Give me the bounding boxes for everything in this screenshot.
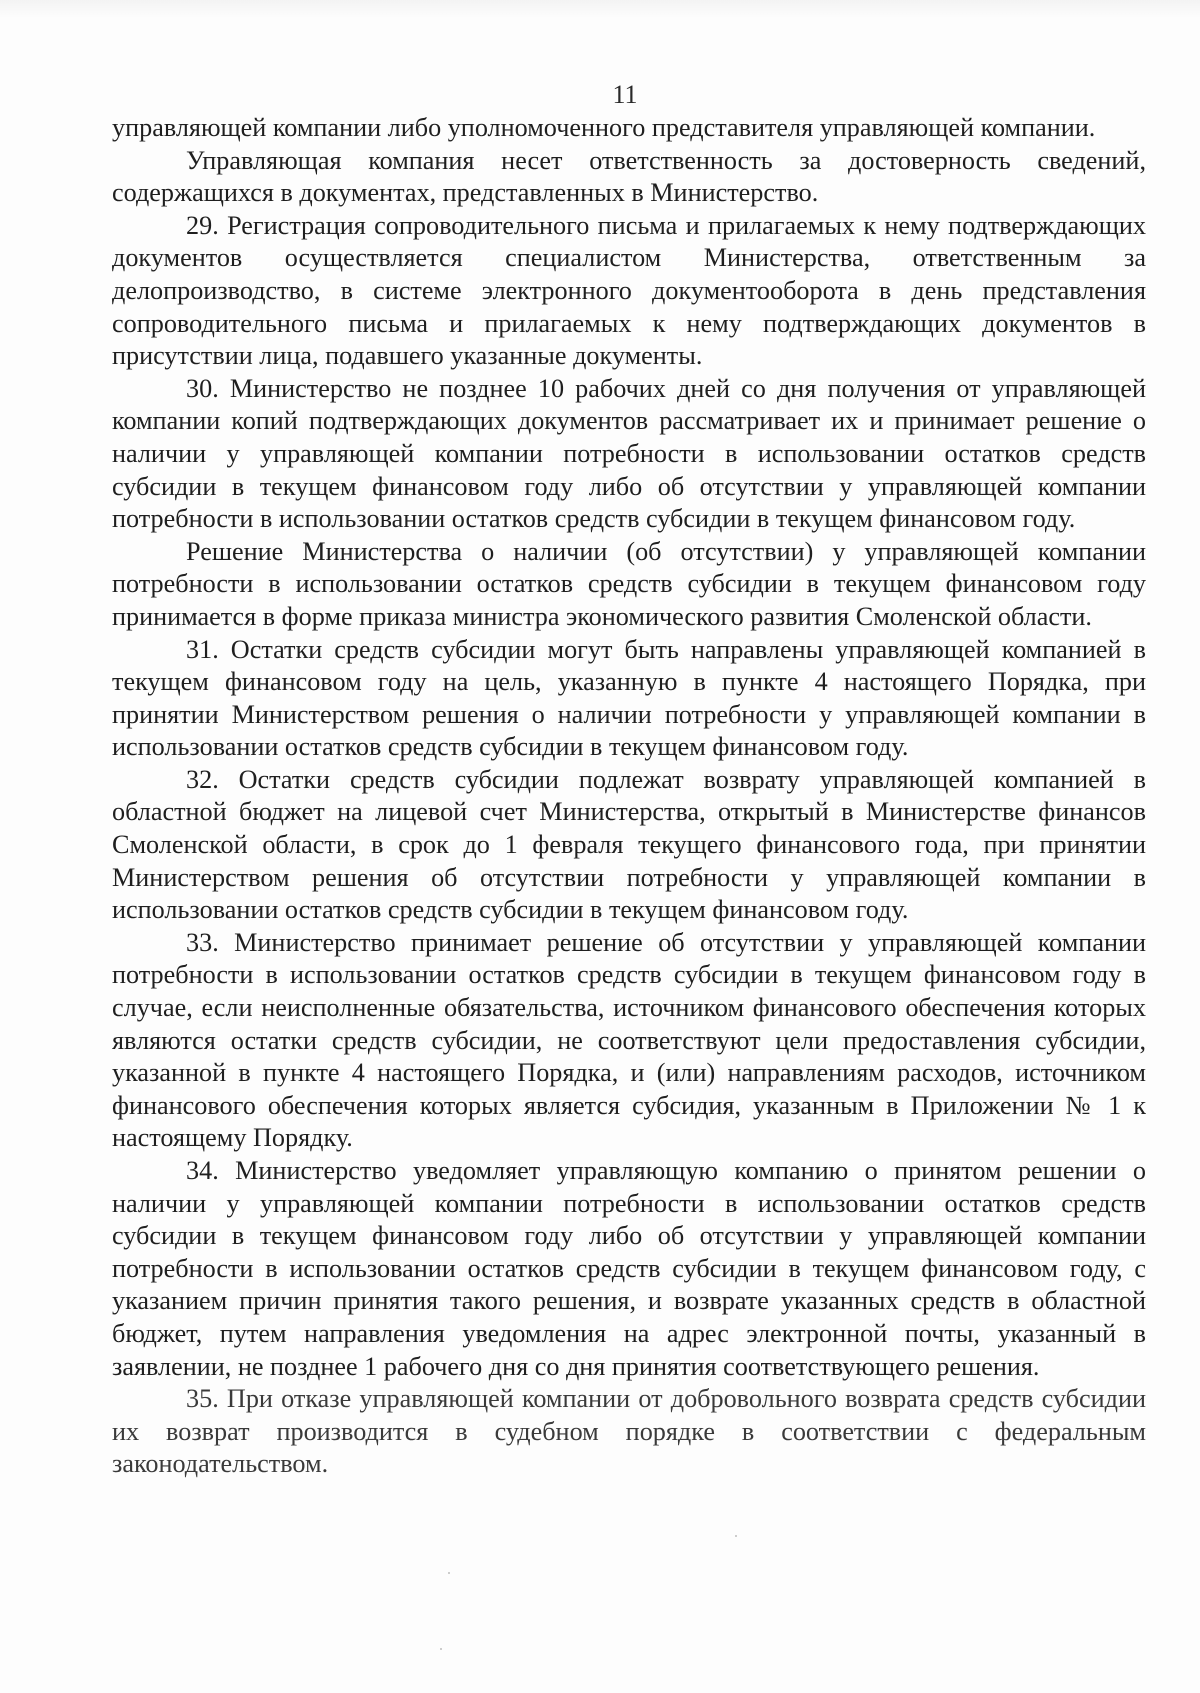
paragraph-35: 35. При отказе управляющей компании от добровольного возврата средств субсидии их возврат производится в судебном порядке в соответствии с федеральным законодательством. [112, 1384, 1146, 1479]
paragraph-responsibility: Управляющая компания несет ответственность за достоверность сведений, содержащихся в документах, представленных в Министерство. [112, 145, 1146, 208]
paragraph-34: 34. Министерство уведомляет управляющую компанию о принятом решении о наличии у управляющей компании потребности в использовании остатков средств субсидии в текущем финансовом году либо об отсутствии у управляющей компании потребности в использовании остатков средств субсидии в текущем финансовом году, с указанием причин принятия такого решения, и возврате указанных средств в областной бюджет, путем направления уведомления на адрес электронной почты, указанный в заявлении, не позднее 1 рабочего дня со дня принятия соответствующего решения. [112, 1156, 1146, 1381]
page-number: 11 [612, 80, 638, 109]
paragraph-32: 32. Остатки средств субсидии подлежат возврату управляющей компанией в областной бюджет на лицевой счет Министерства, открытый в Министерстве финансов Смоленской области, в срок до 1 февраля текущего финансового года, при принятии Министерством решения об отсутствии потребности у управляющей компании в использовании остатков средств субсидии в текущем финансовом году. [112, 764, 1146, 925]
paragraph-33: 33. Министерство принимает решение об отсутствии у управляющей компании потребности в использовании остатков средств субсидии в текущем финансовом году в случае, если неисполненные обязательства, источником финансового обеспечения которых являются остатки средств субсидии, не соответствуют цели предоставления субсидии, указанной в пункте 4 настоящего Порядка, и (или) направлениям расходов, источником финансового обеспечения которых является субсидия, указанным в Приложении № 1 к настоящему Порядку. [112, 927, 1146, 1153]
scan-edge [0, 0, 1200, 18]
scan-speck [440, 1648, 442, 1650]
paragraph-29: 29. Регистрация сопроводительного письма и прилагаемых к нему подтверждающих документов осуществляется специалистом Министерства, ответственным за делопроизводство, в системе электронного документооборота в день представления сопроводительного письма и прилагаемых к нему подтверждающих документов в присутствии лица, подавшего указанные документы. [112, 210, 1146, 371]
paragraph-continuation: управляющей компании либо уполномоченного представителя управляющей компании. [112, 113, 1096, 142]
paragraph-decision-form: Решение Министерства о наличии (об отсутствии) у управляющей компании потребности в использовании остатков средств субсидии в текущем финансовом году принимается в форме приказа министра экономического развития Смоленской области. [112, 536, 1146, 631]
document-body [112, 112, 1146, 1481]
scan-speck [448, 1572, 450, 1574]
paragraph-31: 31. Остатки средств субсидии могут быть направлены управляющей компанией в текущем финансовом году на цель, указанную в пункте 4 настоящего Порядка, при принятии Министерством решения о наличии потребности у управляющей компании в использовании остатков средств субсидии в текущем финансовом году. [112, 634, 1146, 762]
paragraph-30: 30. Министерство не позднее 10 рабочих дней со дня получения от управляющей компании копий подтверждающих документов рассматривает их и принимает решение о наличии у управляющей компании потребности в использовании остатков средств субсидии в текущем финансовом году либо об отсутствии у управляющей компании потребности в использовании остатков средств субсидии в текущем финансовом году. [112, 373, 1146, 534]
scan-speck [735, 1535, 737, 1537]
